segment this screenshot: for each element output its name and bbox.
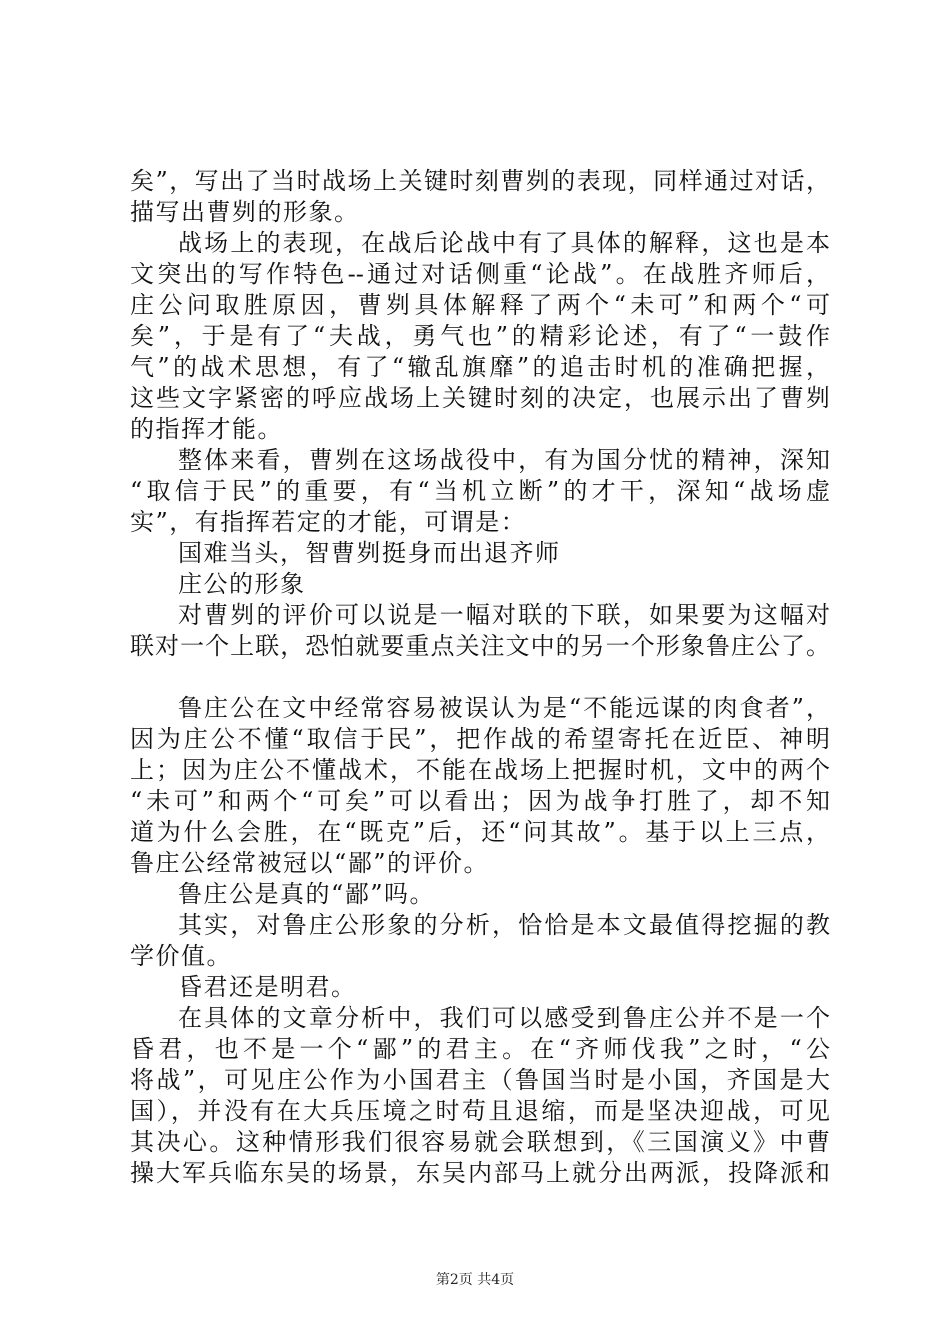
text-line: 鲁庄公是真的“鄙”吗。 (178, 880, 436, 908)
text-line: 国难当头，智曹刿挺身而出退齐师 (178, 539, 561, 567)
blank-line (130, 662, 830, 693)
text-line: 操大军兵临东吴的场景，东吴内部马上就分出两派，投降派和 (130, 1159, 830, 1187)
text-line: 鲁庄公经常被冠以“鄙”的评价。 (130, 849, 490, 877)
text-line: 矣”，于是有了“夫战，勇气也”的精彩论述，有了“一鼓作 (130, 322, 830, 350)
page-footer: 第2页 共4页 (435, 1272, 515, 1288)
text-line: 的指挥才能。 (130, 415, 283, 443)
text-line: 这些文字紧密的呼应战场上关键时刻的决定，也展示出了曹刿 (130, 384, 830, 412)
text-line: 战场上的表现，在战后论战中有了具体的解释，这也是本 (178, 229, 830, 257)
text-line: 联对一个上联，恐怕就要重点关注文中的另一个形象鲁庄公了。 (130, 632, 830, 660)
document-body (130, 166, 830, 1189)
text-line: 描写出曹刿的形象。 (130, 198, 360, 226)
text-line: 庄公问取胜原因，曹刿具体解释了两个“未可”和两个“可 (130, 291, 830, 319)
text-line: 在具体的文章分析中，我们可以感受到鲁庄公并不是一个 (178, 1004, 830, 1032)
text-line: 文突出的写作特色--通过对话侧重“论战”。在战胜齐师后， (130, 260, 830, 288)
text-line: 鲁庄公在文中经常容易被误认为是“不能远谋的肉食者”， (178, 694, 830, 722)
text-line: 学价值。 (130, 942, 232, 970)
text-line: 国），并没有在大兵压境之时苟且退缩，而是坚决迎战，可见 (130, 1097, 830, 1125)
text-line: 其决心。这种情形我们很容易就会联想到，《三国演义》中曹 (130, 1128, 830, 1156)
text-line: 对曹刿的评价可以说是一幅对联的下联，如果要为这幅对 (178, 601, 830, 629)
text-line: “未可”和两个“可矣”可以看出；因为战争打胜了，却不知 (130, 787, 830, 815)
text-line: 矣”，写出了当时战场上关键时刻曹刿的表现，同样通过对话， (130, 167, 830, 195)
text-line: 庄公的形象 (178, 570, 306, 598)
text-line: “取信于民”的重要，有“当机立断”的才干，深知“战场虚 (130, 477, 830, 505)
text-line: 道为什么会胜，在“既克”后，还“问其故”。基于以上三点， (130, 818, 830, 846)
text-line: 上；因为庄公不懂战术，不能在战场上把握时机，文中的两个 (130, 756, 830, 784)
text-line: 其实，对鲁庄公形象的分析，恰恰是本文最值得挖掘的教 (178, 911, 830, 939)
text-line: 将战”，可见庄公作为小国君主（鲁国当时是小国，齐国是大 (130, 1066, 830, 1094)
text-line: 昏君还是明君。 (178, 973, 357, 1001)
text-line: 昏君，也不是一个“鄙”的君主。在“齐师伐我”之时，“公 (130, 1035, 830, 1063)
text-line: 实”，有指挥若定的才能，可谓是： (130, 508, 527, 536)
text-line: 整体来看，曹刿在这场战役中，有为国分忧的精神，深知 (178, 446, 830, 474)
text-line: 因为庄公不懂“取信于民”，把作战的希望寄托在近臣、神明 (130, 725, 830, 753)
text-line: 气”的战术思想，有了“辙乱旗靡”的追击时机的准确把握， (130, 353, 830, 381)
